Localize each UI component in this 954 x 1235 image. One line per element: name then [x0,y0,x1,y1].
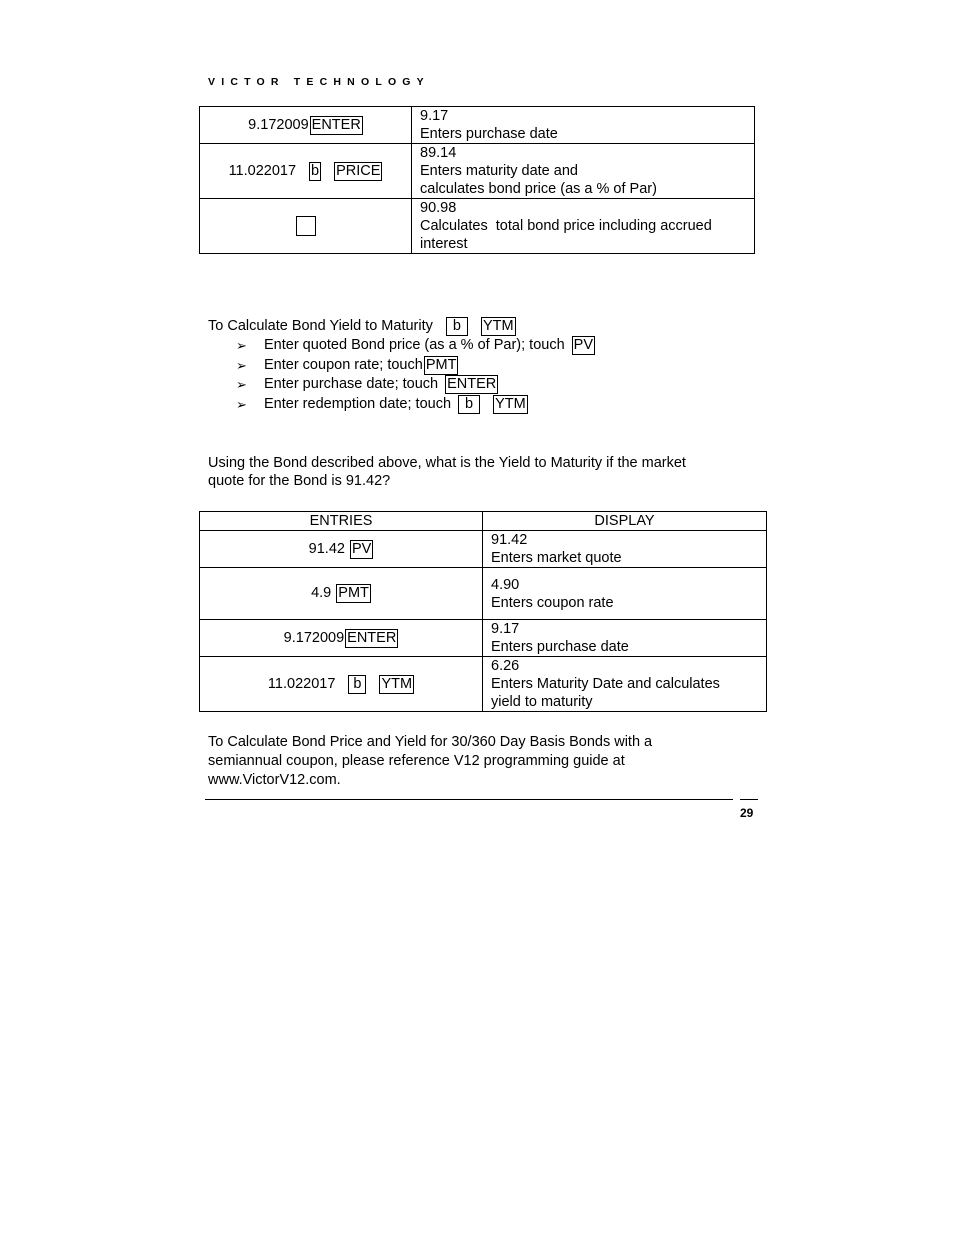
display-description-2: interest [420,236,468,252]
ytm-steps-list [236,336,595,414]
step-text: Enter quoted Bond price (as a % of Par); touch [264,337,565,353]
table-row [200,107,755,144]
reference-paragraph [208,733,652,790]
entry-cell [200,107,412,144]
entry-value: 11.022017 [267,675,336,692]
entry-cell [200,657,483,712]
ytm-key: YTM [381,675,413,692]
footer-rule [205,799,733,800]
display-description-2: yield to maturity [491,694,593,710]
step-text: Enter redemption date; touch [264,395,452,412]
page-number-rule [740,799,758,800]
step-text: Enter coupon rate; touch [264,356,423,373]
display-value: 89.14 [420,145,457,161]
pmt-key: PMT [338,585,369,601]
entry-value: 91.42 [308,540,345,557]
display-cell [483,657,767,712]
reference-line: semiannual coupon, please reference V12 programming guide at [208,753,625,769]
display-value: 9.17 [491,621,520,637]
display-value: 91.42 [491,532,528,548]
pv-key: PV [573,337,593,353]
list-item [236,395,595,415]
display-value: 4.90 [491,576,520,593]
b-key: b [458,395,480,414]
price-key: PRICE [336,162,381,179]
entry-value: 9.172009 [248,116,309,133]
table-row [200,531,767,568]
display-cell [483,568,767,620]
pmt-key: PMT [425,356,457,373]
b-key: b [348,675,366,694]
reference-line: To Calculate Bond Price and Yield for 30/360 Day Basis Bonds with a [208,734,653,750]
ytm-heading [208,317,516,336]
page-number: 29 [740,806,754,820]
display-value: 6.26 [491,658,520,674]
entry-cell [200,144,412,199]
entry-value: 11.022017 [228,162,297,179]
entries-header: ENTRIES [200,512,483,531]
reference-url: www.VictorV12.com. [208,772,341,788]
table-header-row [200,512,767,531]
entry-cell [200,620,483,657]
display-description: Calculates total bond price including accrued [420,218,712,234]
step-text: Enter purchase date; touch [264,376,439,392]
ytm-key: YTM [482,318,514,334]
question-paragraph [208,454,686,490]
question-line: Using the Bond described above, what is the Yield to Maturity if the market [208,455,686,471]
enter-key: ENTER [347,629,397,646]
b-key: b [446,317,468,336]
display-value: 90.98 [420,200,457,216]
display-header: DISPLAY [483,512,767,531]
list-item [236,336,595,356]
display-description: Enters purchase date [420,126,558,142]
list-item [236,356,595,376]
display-description: Enters maturity date and [420,163,578,179]
display-cell [483,531,767,568]
b-key: b [311,162,320,179]
question-line: quote for the Bond is 91.42? [208,473,391,489]
arrow-bullet-icon: ➢ [236,377,247,392]
list-item [236,375,595,395]
display-cell [412,144,755,199]
display-cell [412,199,755,254]
arrow-bullet-icon: ➢ [236,396,247,412]
table-row [200,199,755,254]
running-header: VICTOR TECHNOLOGY [208,76,430,88]
display-description: Enters coupon rate [491,594,614,611]
enter-key: ENTER [311,116,361,133]
ytm-heading-text: To Calculate Bond Yield to Maturity [208,318,433,334]
blank-key-icon [296,216,316,236]
display-cell [412,107,755,144]
entry-cell [200,199,412,254]
enter-key: ENTER [447,376,497,392]
ytm-key: YTM [495,395,526,412]
table-row [200,144,755,199]
display-value: 9.17 [420,108,449,124]
table-row [200,657,767,712]
pv-key: PV [351,540,372,557]
arrow-bullet-icon: ➢ [236,338,247,353]
entry-value: 4.9 [311,585,332,601]
display-description: Enters purchase date [491,639,629,655]
display-cell [483,620,767,657]
entry-cell [200,568,483,620]
ytm-table [199,511,767,712]
display-description-2: calculates bond price (as a % of Par) [420,181,657,197]
entry-cell [200,531,483,568]
entry-value: 9.172009 [283,629,345,646]
table-row [200,568,767,620]
bond-price-table [199,106,755,254]
arrow-bullet-icon: ➢ [236,357,247,373]
display-description: Enters Maturity Date and calculates [491,676,720,692]
table-row [200,620,767,657]
display-description: Enters market quote [491,550,622,566]
